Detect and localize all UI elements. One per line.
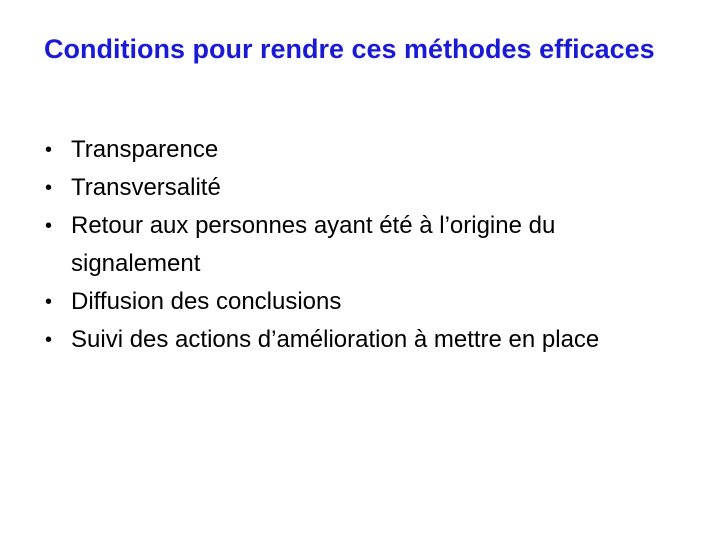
bullet-text: Transparence <box>71 136 219 163</box>
bullet-text: Retour aux personnes ayant été à l’origine du signalement <box>71 212 556 277</box>
list-item <box>45 131 665 169</box>
list-item <box>45 169 665 207</box>
list-item <box>45 283 665 321</box>
slide-title: Conditions pour rendre ces méthodes efficaces <box>44 34 655 64</box>
bullet-text: Diffusion des conclusions <box>71 288 342 315</box>
bullet-text: Transversalité <box>71 174 221 201</box>
list-item <box>45 207 665 283</box>
bullet-icon: • <box>45 139 53 161</box>
list-item <box>45 321 665 359</box>
bullet-icon: • <box>45 329 53 351</box>
bullet-icon: • <box>45 177 53 199</box>
bullet-icon: • <box>45 215 53 237</box>
bullet-icon: • <box>45 291 53 313</box>
bullet-text: Suivi des actions d’amélioration à mettre en place <box>71 326 600 353</box>
bullet-list <box>45 131 665 359</box>
